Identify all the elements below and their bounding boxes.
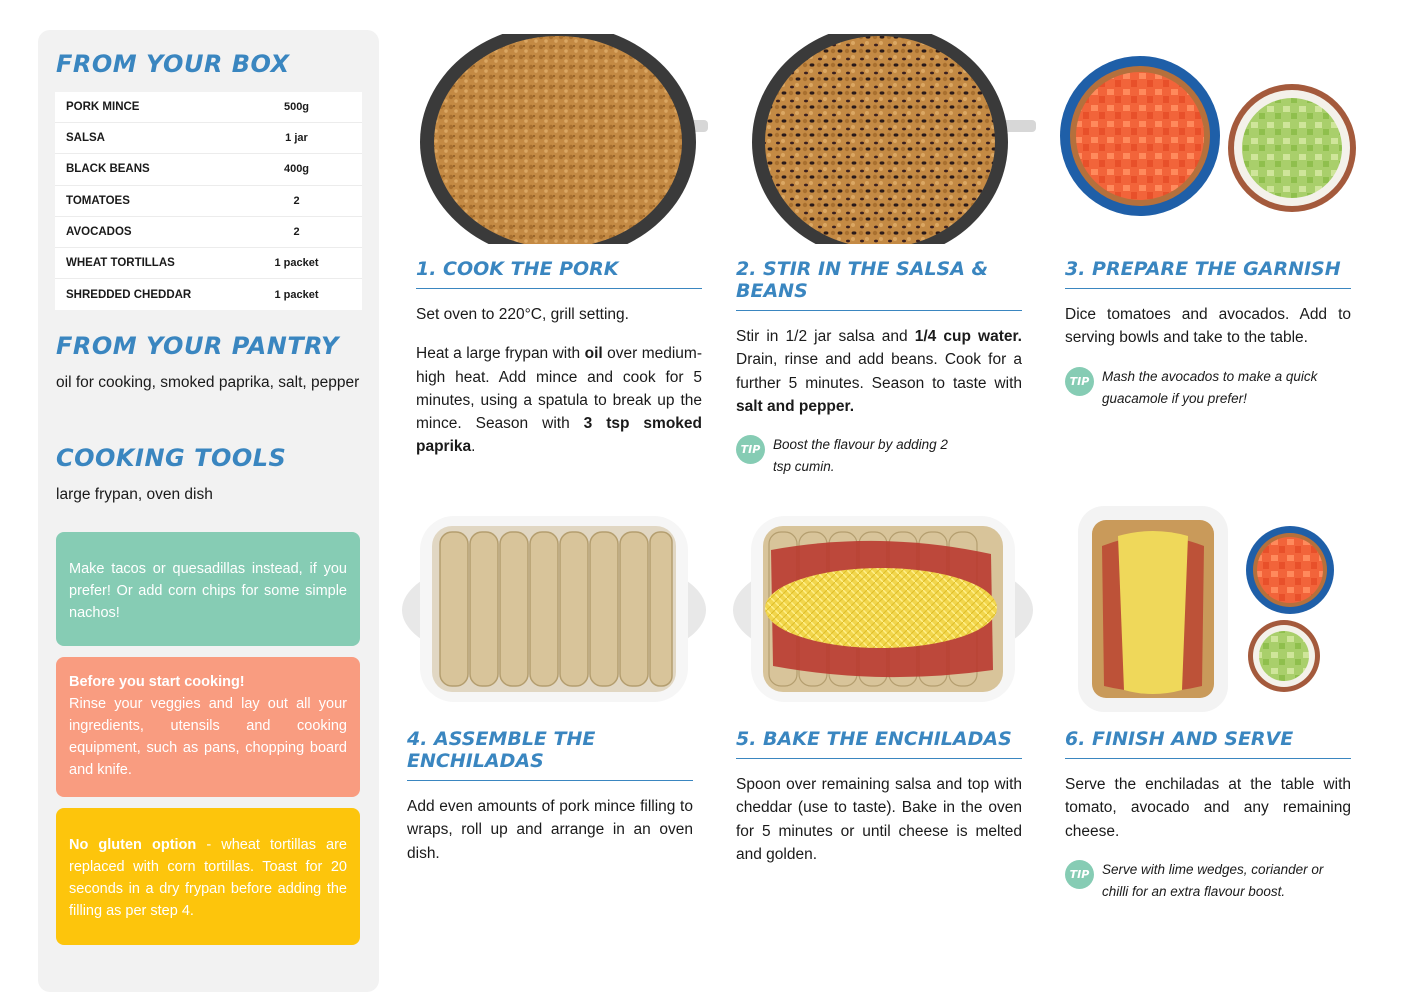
- text-run: Stir in 1/2 jar salsa and: [736, 328, 915, 345]
- ingredient-name: SALSA: [66, 132, 105, 145]
- ingredient-qty: 2: [293, 225, 300, 238]
- text-run: Drain, rinse and add beans. Cook for a further 5 minutes. Season to taste with: [736, 351, 1022, 392]
- from-your-pantry-heading: FROM YOUR PANTRY: [56, 332, 339, 360]
- ingredient-name: BLACK BEANS: [66, 163, 150, 176]
- finished-enchiladas-photo: [1078, 506, 1340, 712]
- step-1-title: 1. COOK THE PORK: [416, 258, 702, 289]
- pork-beans-frypan-photo: [746, 34, 1038, 244]
- before-cooking-title: Before you start cooking!: [69, 674, 245, 690]
- step-3-text: [1065, 303, 1351, 350]
- step-3-p1: Dice tomatoes and avocados. Add to serving bowls and take to the table.: [1065, 306, 1351, 347]
- step-1: [416, 258, 702, 459]
- step-2-text: [736, 325, 1022, 418]
- tacos-note: Make tacos or quesadillas instead, if you prefer! Or add corn chips for some simple nachos!: [56, 532, 360, 646]
- ingredient-name: TOMATOES: [66, 194, 130, 207]
- bold-run: oil: [584, 345, 603, 363]
- table-row: [55, 154, 362, 185]
- tip-badge-icon: TIP: [736, 435, 765, 464]
- step-4-text: [407, 795, 693, 865]
- tip-badge-icon: TIP: [1065, 367, 1094, 396]
- step-6-p1: Serve the enchiladas at the table with tomato, avocado and any remaining cheese.: [1065, 776, 1351, 840]
- step-1-p2: [416, 342, 702, 458]
- step-1-text: [416, 303, 702, 459]
- text-run: .: [471, 438, 476, 456]
- text-run: Heat a large frypan with: [416, 345, 585, 363]
- ingredient-qty: 1 jar: [285, 132, 308, 145]
- step-3-tip: [1065, 366, 1351, 410]
- bold-run: 1/4 cup water.: [914, 328, 1022, 345]
- step-4-title: 4. ASSEMBLE THE ENCHILADAS: [407, 728, 693, 781]
- step-3: [1065, 258, 1351, 410]
- bold-run: salt and pepper.: [736, 397, 855, 415]
- step-6-text: [1065, 773, 1351, 843]
- pantry-text: oil for cooking, smoked paprika, salt, pepper: [56, 374, 360, 391]
- step-2-tip-text: Boost the flavour by adding 2 tsp cumin.: [773, 437, 948, 475]
- step-1-p1: Set oven to 220°C, grill setting.: [416, 306, 629, 323]
- ingredient-qty: 2: [293, 194, 300, 207]
- table-row: [55, 186, 362, 217]
- bold-run: 3 tsp smoked paprika: [416, 415, 702, 456]
- step-2-tip: [736, 434, 1022, 478]
- table-row: [55, 123, 362, 154]
- ingredient-qty: 500g: [283, 101, 310, 114]
- ingredient-name: PORK MINCE: [66, 101, 140, 114]
- table-row: [55, 217, 362, 248]
- ingredient-name: AVOCADOS: [66, 225, 132, 238]
- step-6-title: 6. FINISH AND SERVE: [1065, 728, 1351, 759]
- pork-frypan-photo: [418, 34, 710, 244]
- step-5-text: [736, 773, 1022, 866]
- tip-badge-icon: TIP: [1065, 860, 1094, 889]
- step-2: [736, 258, 1022, 478]
- from-your-box-heading: FROM YOUR BOX: [56, 50, 290, 78]
- cooking-tools-text: large frypan, oven dish: [56, 486, 213, 503]
- step-6-tip-text: Serve with lime wedges, coriander or chilli for an extra flavour boost.: [1102, 861, 1324, 899]
- ingredient-qty: 400g: [283, 163, 310, 176]
- cooking-tools-heading: COOKING TOOLS: [56, 444, 287, 472]
- step-5-p1: Spoon over remaining salsa and top with cheddar (use to taste). Bake in the oven for 5 minutes or until cheese is melted and golden.: [736, 776, 1022, 863]
- step-4: [407, 728, 693, 865]
- ingredient-qty: 1 packet: [274, 257, 319, 270]
- step-3-tip-text: Mash the avocados to make a quick guacamole if you prefer!: [1102, 368, 1318, 406]
- ingredient-name: SHREDDED CHEDDAR: [66, 288, 192, 301]
- step-4-p1: Add even amounts of pork mince filling to wraps, roll up and arrange in an oven dish.: [407, 798, 693, 862]
- before-cooking-note: [56, 657, 360, 797]
- text-run: over medium-high heat. Add mince and cook for 5 minutes, using a spatula to break up the mince. Season with: [416, 345, 702, 433]
- step-2-title: 2. STIR IN THE SALSA & BEANS: [736, 258, 1022, 311]
- step-3-title: 3. PREPARE THE GARNISH: [1065, 258, 1351, 289]
- step-5: [736, 728, 1022, 866]
- table-row: [55, 248, 362, 279]
- gluten-note-title: No gluten option: [69, 837, 197, 853]
- step-2-p1: [736, 325, 1022, 418]
- step-5-title: 5. BAKE THE ENCHILADAS: [736, 728, 1022, 759]
- ingredient-name: WHEAT TORTILLAS: [66, 257, 175, 270]
- before-cooking-text: Rinse your veggies and lay out all your ingredients, utensils and cooking equipment, such as pans, chopping board and knife.: [69, 696, 347, 778]
- ingredient-qty: 1 packet: [274, 288, 319, 301]
- ingredients-table: [55, 92, 362, 310]
- gluten-note-text: - wheat tortillas are replaced with corn tortillas. Toast for 20 seconds in a dry frypan before adding the filling as per step 4.: [69, 837, 347, 919]
- enchiladas-cheese-photo: [731, 510, 1035, 708]
- sidebar: [38, 30, 379, 992]
- garnish-bowls-photo: [1058, 56, 1358, 218]
- table-row: [55, 92, 362, 123]
- step-6: [1065, 728, 1351, 903]
- step-6-tip: [1065, 859, 1351, 903]
- tortillas-dish-photo: [402, 510, 706, 708]
- table-row: [55, 279, 362, 310]
- gluten-note: [56, 808, 360, 945]
